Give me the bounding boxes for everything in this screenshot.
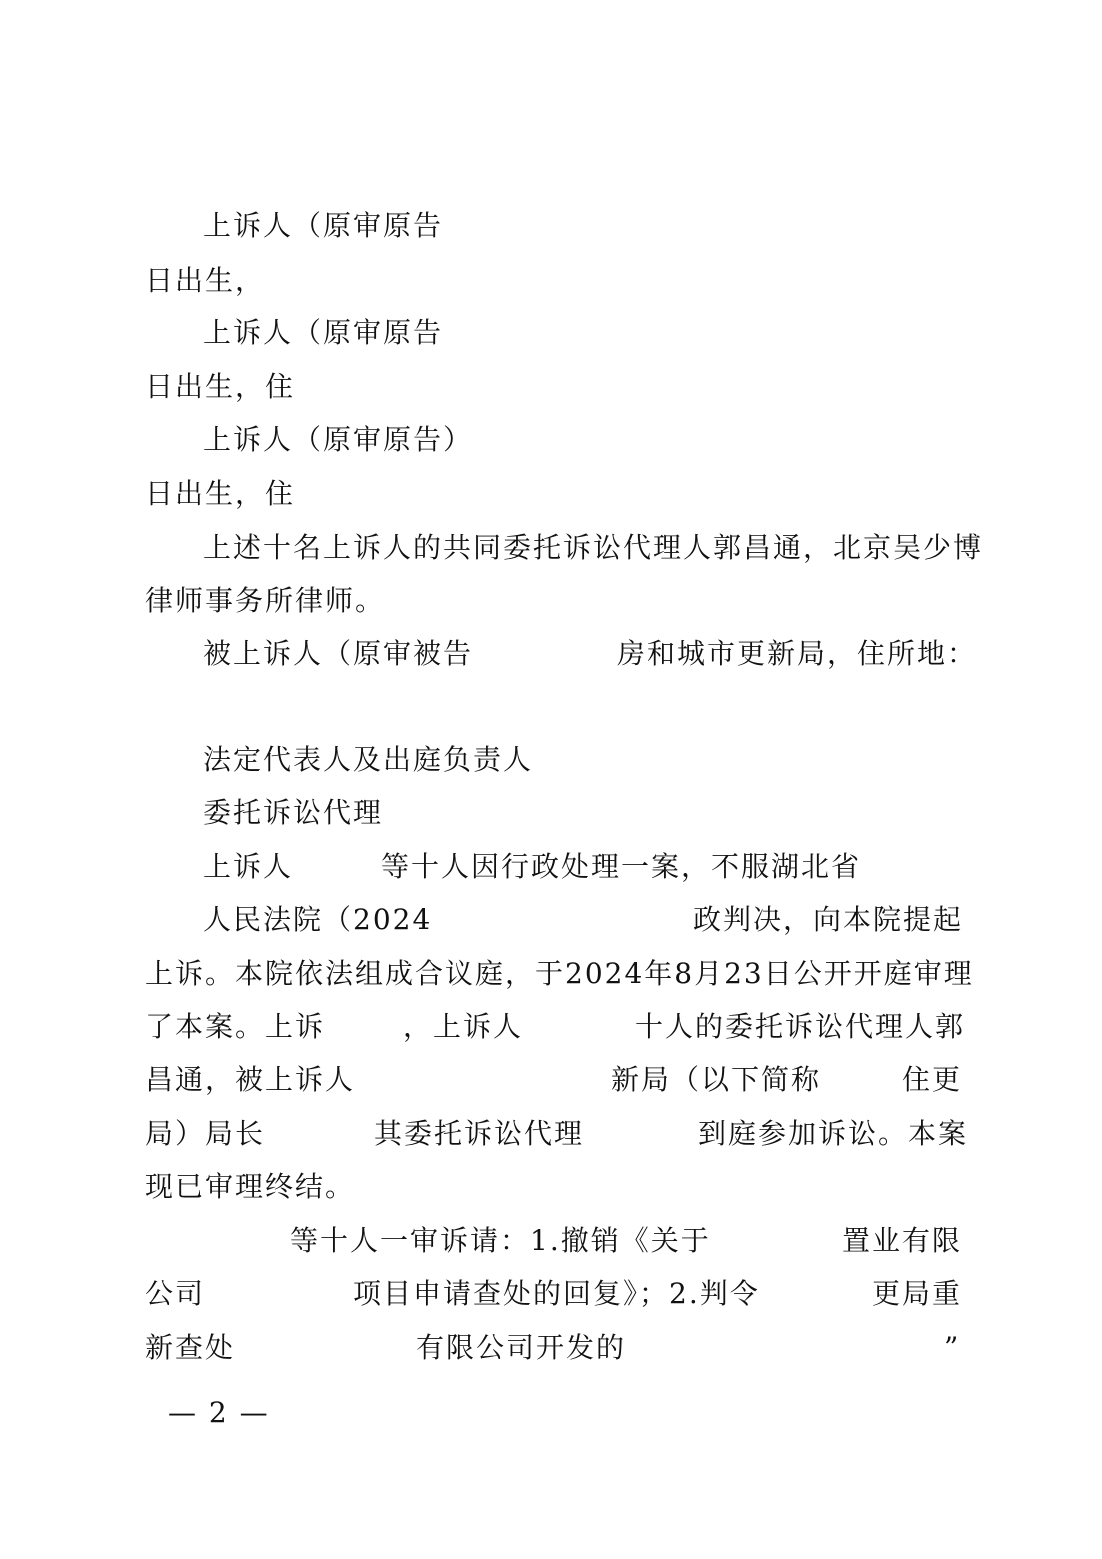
text-segment: 日出生， xyxy=(145,264,266,297)
text-segment: 了本案。上诉 xyxy=(145,1010,326,1043)
text-segment: 新局（以下简称 xyxy=(611,1063,822,1096)
paragraph-line xyxy=(145,1167,960,1207)
text-segment: 委托诉讼代理 xyxy=(203,796,384,829)
paragraph-line xyxy=(145,313,960,353)
paragraph-line xyxy=(145,1060,963,1100)
text-segment: 上诉。本院依法组成合议庭，于2024年8月23日公开开庭审理 xyxy=(145,957,974,990)
text-segment: ” xyxy=(944,1331,961,1364)
text-segment: 住更 xyxy=(902,1063,963,1096)
paragraph-line xyxy=(145,1114,969,1154)
paragraph-line xyxy=(145,1007,966,1047)
text-segment: 人民法院（2024 xyxy=(203,903,433,936)
text-segment: 到庭参加诉讼。本案 xyxy=(698,1117,969,1150)
text-segment: 政判决，向本院提起 xyxy=(693,903,964,936)
text-segment: 昌通，被上诉人 xyxy=(145,1063,356,1096)
paragraph-line xyxy=(145,528,984,568)
text-segment: 上诉人 xyxy=(203,850,294,883)
text-segment: 十人的委托诉讼代理人郭 xyxy=(635,1010,966,1043)
text-segment: 其委托诉讼代理 xyxy=(374,1117,585,1150)
text-segment: 上述十名上诉人的共同委托诉讼代理人郭昌通，北京吴少博 xyxy=(203,531,984,564)
text-segment: 置业有限 xyxy=(842,1224,963,1257)
paragraph-line xyxy=(145,793,960,833)
paragraph-line xyxy=(145,1274,963,1314)
paragraph-line xyxy=(145,420,960,460)
text-segment: 有限公司开发的 xyxy=(416,1331,627,1364)
text-segment: ，上诉人 xyxy=(403,1010,524,1043)
paragraph-line xyxy=(145,1328,960,1368)
text-segment: 日出生，住 xyxy=(145,370,296,403)
paragraph-line xyxy=(145,206,960,246)
text-segment: 现已审理终结。 xyxy=(145,1170,356,1203)
paragraph-line xyxy=(145,954,974,994)
text-segment: 等十人因行政处理一案，不服湖北省 xyxy=(381,850,862,883)
text-segment: 上诉人（原审原告 xyxy=(203,209,444,242)
text-segment: 被上诉人（原审被告 xyxy=(203,637,474,670)
paragraph-line xyxy=(145,900,964,940)
paragraph-line xyxy=(145,367,960,407)
text-segment: 项目申请查处的回复》；2.判令 xyxy=(353,1277,760,1310)
text-segment: 新查处 xyxy=(145,1331,236,1364)
text-segment: 公司 xyxy=(145,1277,206,1310)
paragraph-line xyxy=(145,847,960,887)
paragraph-line xyxy=(145,740,960,780)
paragraph-line xyxy=(145,474,960,514)
text-segment: 房和城市更新局，住所地： xyxy=(617,637,978,670)
text-segment: 日出生，住 xyxy=(145,477,296,510)
paragraph-line xyxy=(145,261,960,301)
text-segment: 法定代表人及出庭负责人 xyxy=(203,743,534,776)
text-segment: 上诉人（原审原告 xyxy=(203,316,444,349)
text-segment: 局）局长 xyxy=(145,1117,266,1150)
text-segment: 上诉人（原审原告） xyxy=(203,423,474,456)
page-number: — 2 — xyxy=(168,1396,270,1429)
paragraph-line xyxy=(145,634,978,674)
text-segment: 更局重 xyxy=(872,1277,963,1310)
paragraph-line xyxy=(145,1221,963,1261)
text-segment: 等十人一审诉请：1.撤销《关于 xyxy=(290,1224,711,1257)
text-segment: 律师事务所律师。 xyxy=(145,584,386,617)
paragraph-line xyxy=(145,581,960,621)
